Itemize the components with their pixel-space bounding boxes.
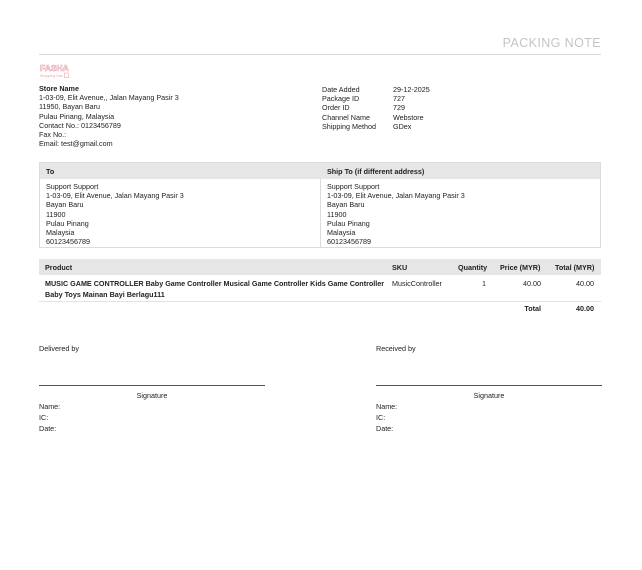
to-address-line: Pulau Pinang	[46, 218, 89, 228]
name-label: Name:	[39, 402, 61, 411]
address-column-divider	[320, 179, 321, 247]
grand-total-value: 40.00	[576, 304, 594, 313]
store-contact: Contact No.: 0123456789	[39, 120, 121, 130]
ship-to-address-line: 60123456789	[327, 237, 371, 247]
meta-row-date-added	[322, 85, 430, 94]
ship-to-address-line: 11900	[327, 209, 347, 219]
address-table	[39, 162, 601, 248]
to-address-line: 1-03-09, Elit Avenue, Jalan Mayang Pasir 3	[46, 191, 184, 201]
item-sku: MusicController	[392, 279, 442, 288]
items-table-header	[39, 259, 601, 275]
column-header-price: Price (MYR)	[500, 263, 541, 272]
store-logo	[39, 62, 71, 79]
meta-value: 729	[393, 103, 405, 113]
to-address-line: Bayan Baru	[46, 200, 84, 210]
signature-caption: Signature	[136, 391, 168, 400]
delivered-by-label: Delivered by	[39, 344, 79, 353]
signature-line	[376, 385, 602, 386]
column-header-product: Product	[45, 263, 73, 272]
order-meta	[322, 85, 430, 131]
header-divider	[39, 54, 601, 55]
grand-total-label: Total	[524, 304, 541, 313]
item-quantity: 1	[482, 279, 486, 288]
store-address-line-3: Pulau Pinang, Malaysia	[39, 111, 115, 121]
meta-row-order-id	[322, 103, 430, 112]
meta-row-package-id	[322, 94, 430, 103]
store-email: Email: test@gmail.com	[39, 139, 113, 149]
meta-label: Package ID	[322, 94, 360, 104]
meta-row-channel-name	[322, 113, 430, 122]
to-address	[46, 182, 184, 246]
meta-value: Webstore	[393, 112, 424, 122]
date-label: Date:	[376, 424, 394, 433]
to-address-line: Malaysia	[46, 228, 75, 238]
meta-label: Channel Name	[322, 112, 370, 122]
meta-label: Shipping Method	[322, 121, 376, 131]
ship-to-address-line: Bayan Baru	[327, 200, 365, 210]
column-header-total: Total (MYR)	[555, 263, 595, 272]
ship-to-address	[327, 182, 465, 246]
name-label: Name:	[376, 402, 398, 411]
document-title: PACKING NOTE	[502, 36, 601, 50]
item-total: 40.00	[576, 279, 594, 288]
received-by-label: Received by	[376, 344, 416, 353]
svg-text:FASHA: FASHA	[40, 63, 69, 73]
to-address-line: 11900	[46, 209, 66, 219]
signature-caption: Signature	[473, 391, 505, 400]
meta-label: Order ID	[322, 103, 350, 113]
column-header-quantity: Quantity	[458, 263, 488, 272]
store-fax: Fax No.:	[39, 130, 67, 140]
signature-line	[39, 385, 265, 386]
store-address-line-1: 1-03-09, Elit Avenue,, Jalan Mayang Pasir 3	[39, 93, 179, 103]
item-product-name: MUSIC GAME CONTROLLER Baby Game Controller Musical Game Controller Kids Game Controller Baby Toys Mainan Bayi Berlagu111	[45, 279, 385, 299]
meta-value: GDex	[393, 121, 412, 131]
ship-to-address-line: Malaysia	[327, 228, 356, 238]
ship-to-address-line: 1-03-09, Elit Avenue, Jalan Mayang Pasir 3	[327, 191, 465, 201]
column-header-sku: SKU	[392, 263, 408, 272]
store-details	[39, 84, 289, 148]
to-heading: To	[46, 167, 55, 176]
svg-text:Shopping Hub: Shopping Hub	[40, 74, 63, 78]
ship-to-address-line: Pulau Pinang	[327, 218, 370, 228]
meta-value: 29-12-2025	[393, 85, 430, 94]
meta-row-shipping-method	[322, 122, 430, 131]
table-row	[39, 277, 601, 301]
date-label: Date:	[39, 424, 57, 433]
meta-label: Date Added	[322, 85, 360, 94]
ship-to-address-line: Support Support	[327, 182, 380, 191]
items-divider	[39, 301, 601, 302]
ic-label: IC:	[376, 413, 386, 422]
item-price: 40.00	[523, 279, 541, 288]
logo-graphic	[39, 62, 71, 79]
ic-label: IC:	[39, 413, 49, 422]
store-address-line-2: 11950, Bayan Baru	[39, 102, 101, 112]
store-name: Store Name	[39, 84, 79, 93]
to-address-line: 60123456789	[46, 237, 90, 247]
to-address-line: Support Support	[46, 182, 99, 191]
meta-value: 727	[393, 94, 405, 104]
address-table-header	[40, 163, 600, 179]
ship-to-heading: Ship To (if different address)	[327, 167, 425, 176]
